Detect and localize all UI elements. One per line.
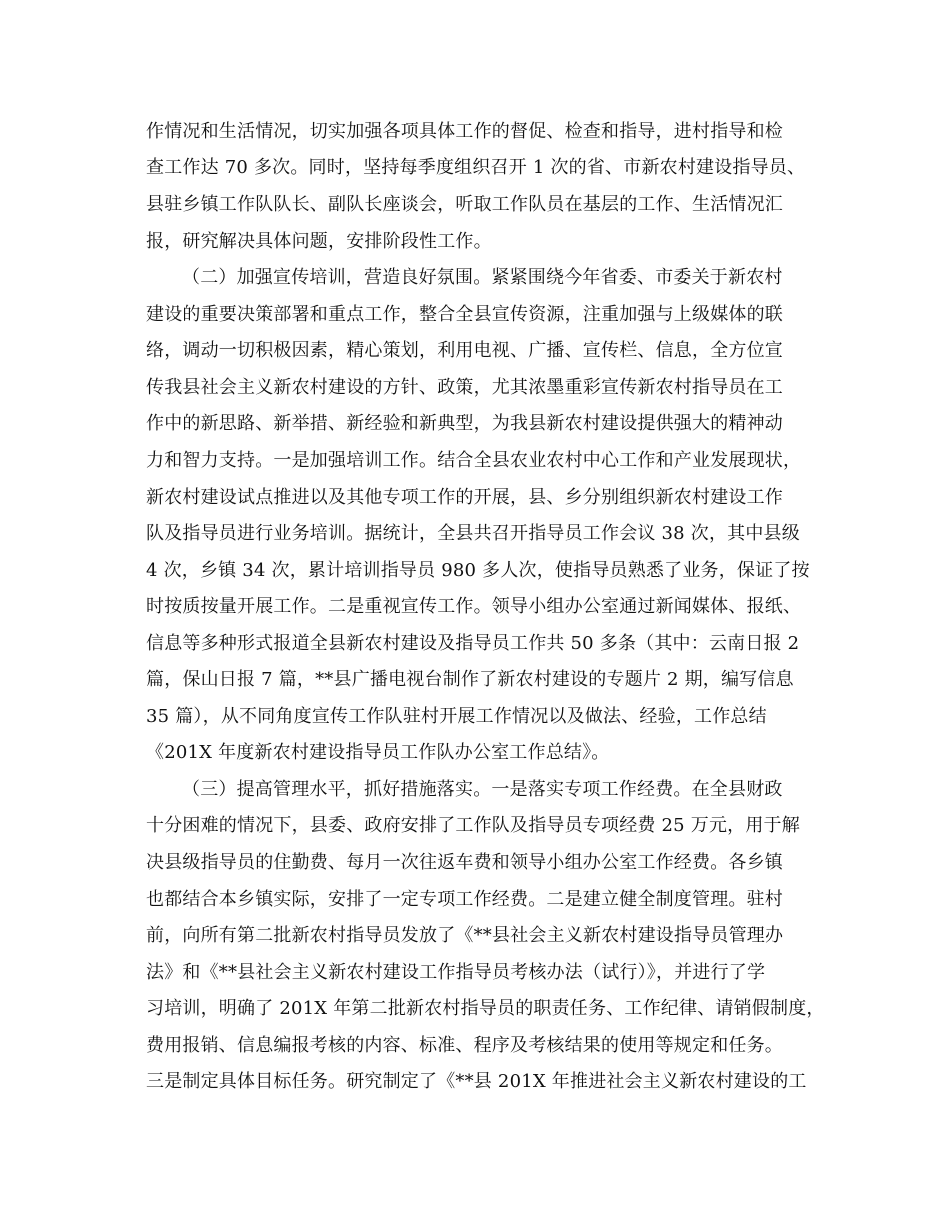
text-line-22: 也都结合本乡镇实际，安排了一定专项工作经费。二是建立健全制度管理。驻村 (146, 889, 783, 910)
text-line-21: 决县级指导员的住勤费、每月一次往返车费和领导小组办公室工作经费。各乡镇 (146, 852, 783, 873)
text-line-8: 传我县社会主义新农村建设的方针、政策，尤其浓墨重彩宣传新农村指导员在工 (146, 377, 783, 398)
text-line-14: 时按质按量开展工作。二是重视宣传工作。领导小组办公室通过新闻媒体、报纸、 (146, 596, 802, 617)
text-line-6: 建设的重要决策部署和重点工作，整合全县宣传资源，注重加强与上级媒体的联 (146, 304, 783, 325)
text-line-23: 前，向所有第二批新农村指导员发放了《**县社会主义新农村建设指导员管理办 (146, 925, 784, 946)
section-heading-3: （三）提高管理水平，抓好措施落实。一是落实专项工作经费。在全县财政 (182, 779, 783, 800)
text-line-3: 县驻乡镇工作队队长、副队长座谈会，听取工作队员在基层的工作、生活情况汇 (146, 194, 783, 215)
text-line-20: 十分困难的情况下，县委、政府安排了工作队及指导员专项经费 25 万元，用于解 (146, 815, 800, 836)
section-heading-2: （二）加强宣传培训，营造良好氛围。紧紧围绕今年省委、市委关于新农村 (182, 267, 783, 288)
text-line-27: 三是制定具体目标任务。研究制定了《**县 201X 年推进社会主义新农村建设的工 (146, 1071, 807, 1092)
text-line-9: 作中的新思路、新举措、新经验和新典型，为我县新农村建设提供强大的精神动 (146, 413, 783, 434)
text-line-15: 信息等多种形式报道全县新农村建设及指导员工作共 50 多条（其中：云南日报 2 (146, 633, 800, 654)
text-line-12: 队及指导员进行业务培训。据统计，全县共召开指导员工作会议 38 次，其中县级 (146, 523, 800, 544)
text-line-16: 篇，保山日报 7 篇，**县广播电视台制作了新农村建设的专题片 2 期，编写信息 (146, 669, 794, 690)
text-line-18: 《201X 年度新农村建设指导员工作队办公室工作总结》。 (146, 742, 610, 763)
text-line-26: 费用报销、信息编报考核的内容、标准、程序及考核结果的使用等规定和任务。 (146, 1035, 783, 1056)
text-line-7: 络，调动一切积极因素，精心策划，利用电视、广播、宣传栏、信息，全方位宣 (146, 340, 783, 361)
text-line-10: 力和智力支持。一是加强培训工作。结合全县农业农村中心工作和产业发展现状， (146, 450, 802, 471)
text-line-25: 习培训，明确了 201X 年第二批新农村指导员的职责任务、工作纪律、请销假制度， (146, 998, 825, 1019)
text-line-1: 作情况和生活情况，切实加强各项具体工作的督促、检查和指导，进村指导和检 (146, 121, 783, 142)
text-line-2: 查工作达 70 多次。同时，坚持每季度组织召开 1 次的省、市新农村建设指导员、 (146, 157, 806, 178)
text-line-13: 4 次，乡镇 34 次，累计培训指导员 980 多人次，使指导员熟悉了业务，保证了按 (146, 560, 810, 581)
text-line-4: 报，研究解决具体问题，安排阶段性工作。 (146, 231, 492, 252)
text-line-24: 法》和《**县社会主义新农村建设工作指导员考核办法（试行）》，并进行了学 (146, 962, 766, 983)
text-line-17: 35 篇），从不同角度宣传工作队驻村开展工作情况以及做法、经验，工作总结 (146, 706, 767, 727)
text-line-11: 新农村建设试点推进以及其他专项工作的开展，县、乡分别组织新农村建设工作 (146, 487, 783, 508)
